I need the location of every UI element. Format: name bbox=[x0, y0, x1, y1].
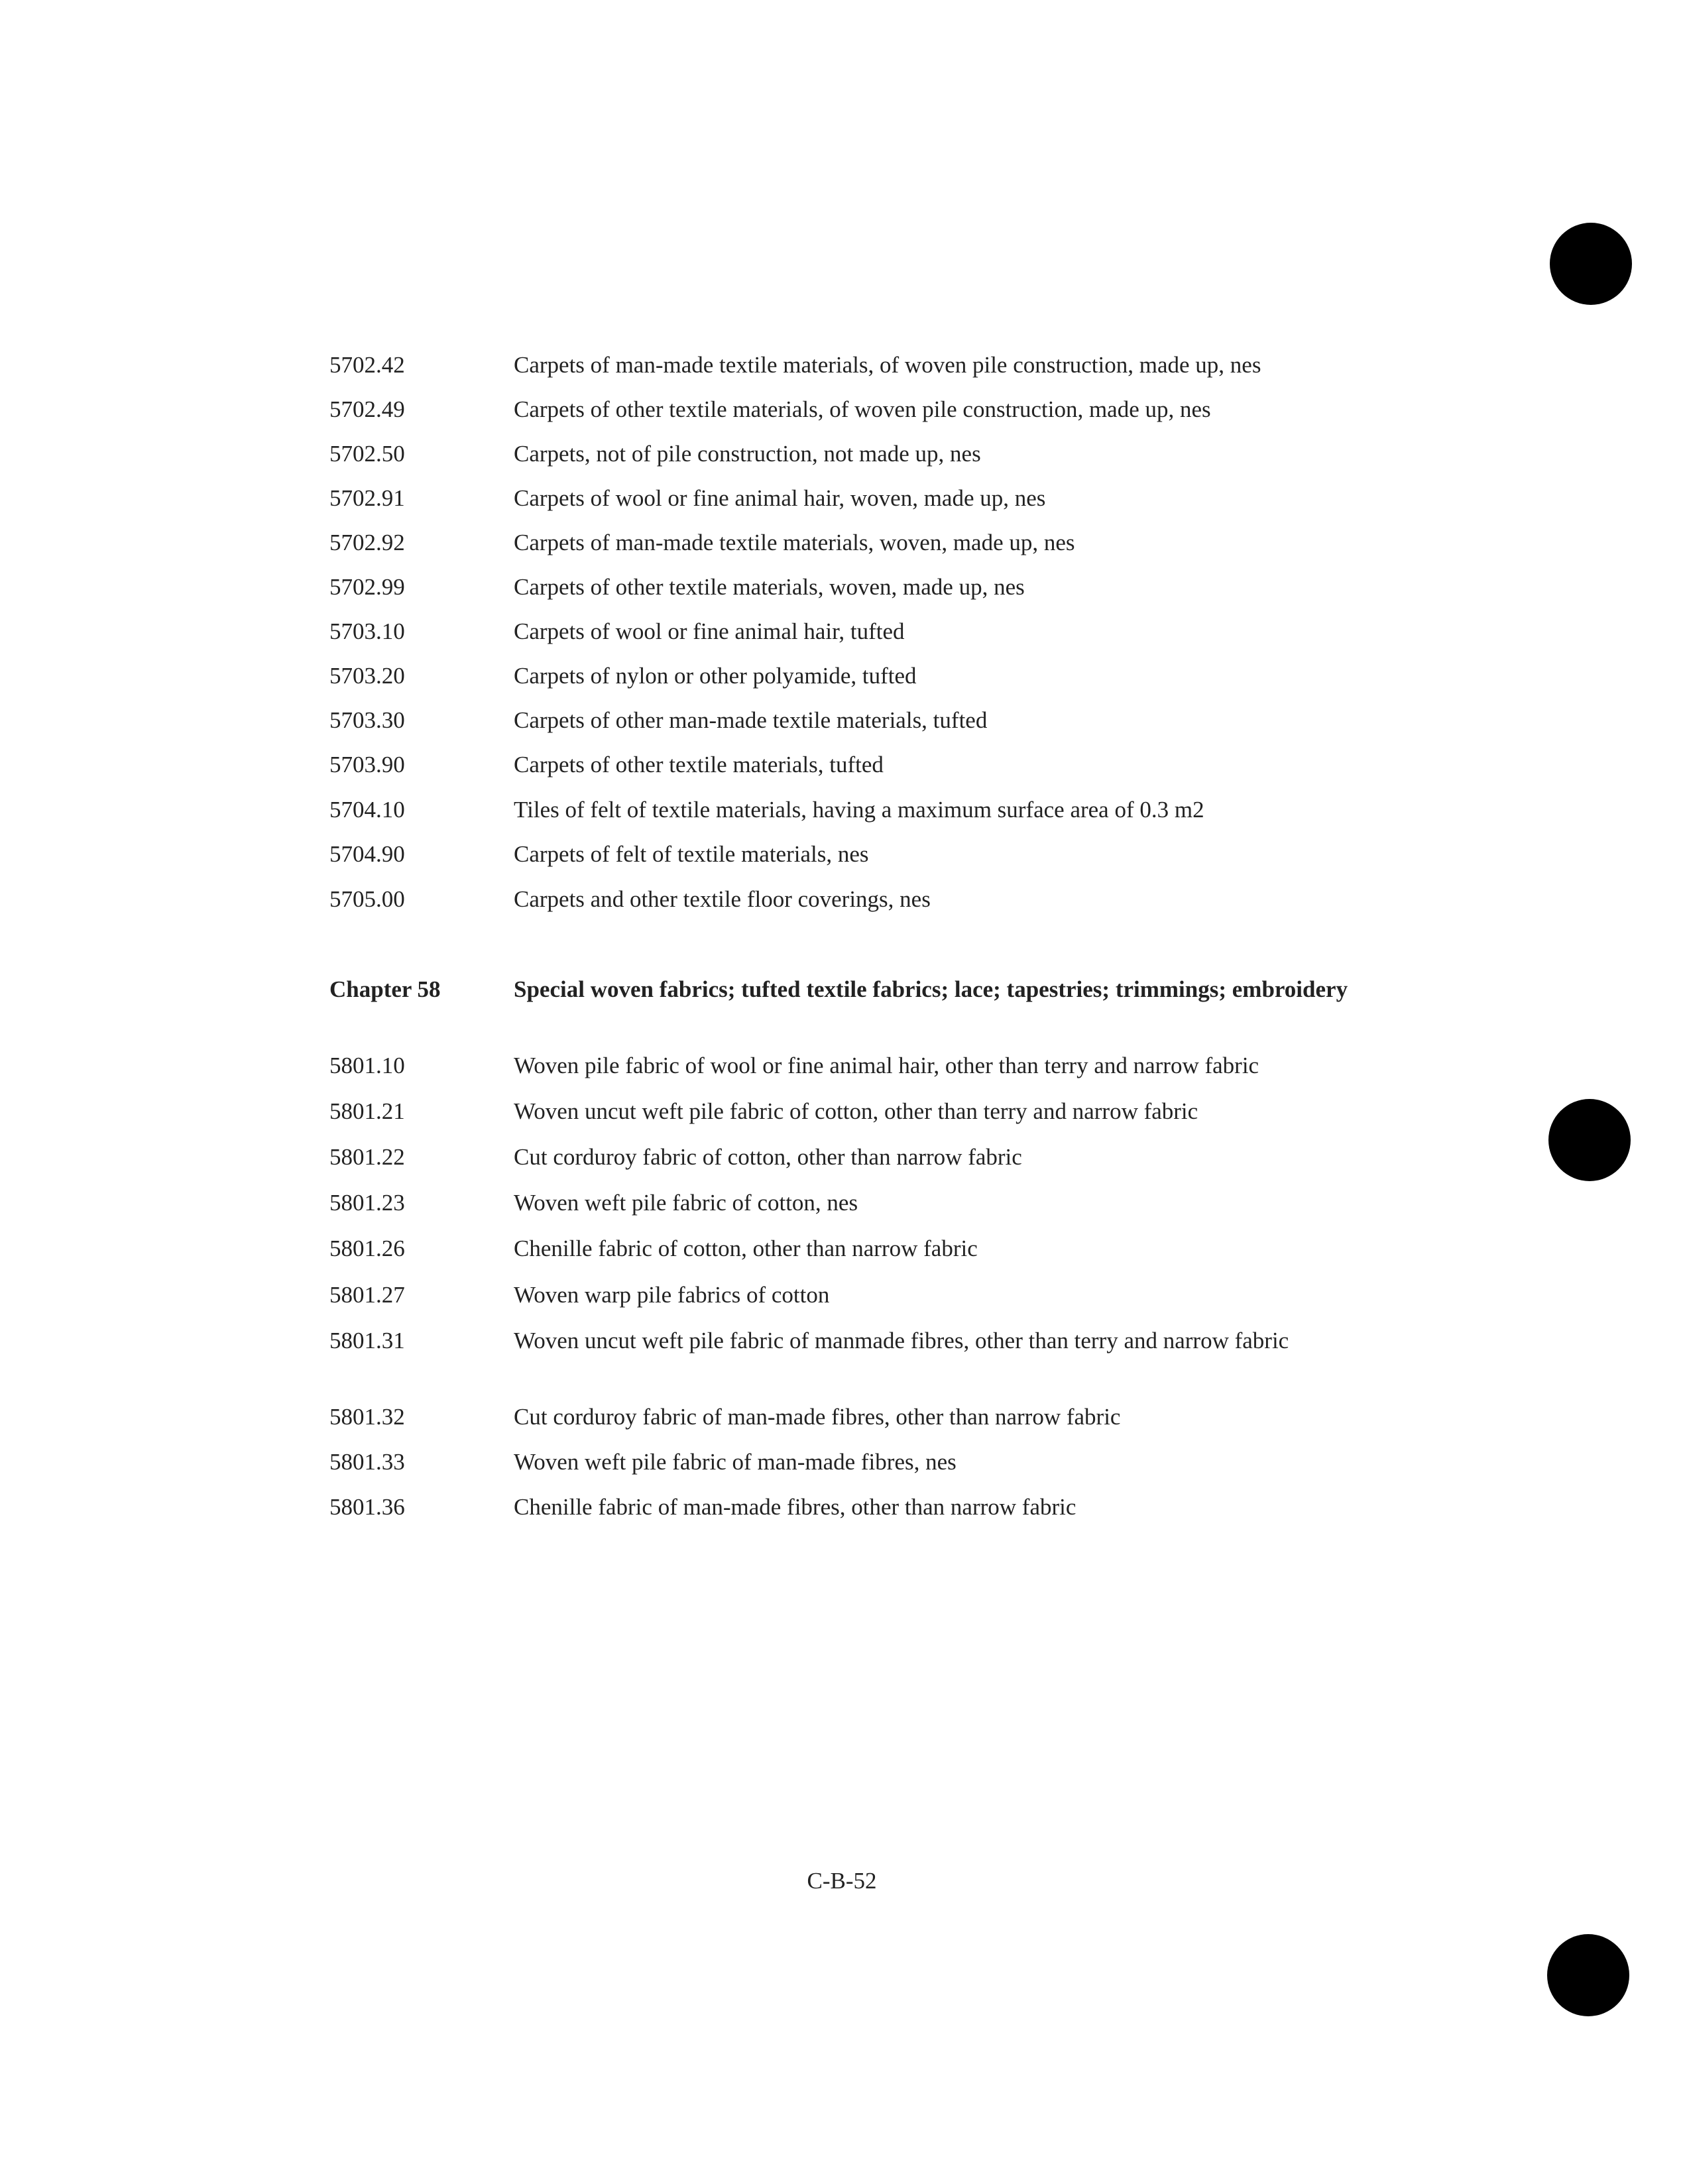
page-number: C-B-52 bbox=[807, 1868, 877, 1894]
hs-code: 5702.92 bbox=[329, 530, 405, 555]
hs-code: 5801.27 bbox=[329, 1282, 405, 1308]
hs-code: 5702.50 bbox=[329, 441, 405, 467]
hs-code: 5704.90 bbox=[329, 841, 405, 867]
hs-code: 5801.33 bbox=[329, 1449, 405, 1475]
hs-description: Carpets of other man-made textile materials, tufted bbox=[514, 707, 988, 733]
hs-code: 5703.30 bbox=[329, 707, 405, 733]
hs-description: Chenille fabric of cotton, other than narrow fabric bbox=[514, 1236, 978, 1261]
chapter-title: Special woven fabrics; tufted textile fabrics; lace; tapestries; trimmings; embroidery bbox=[514, 976, 1348, 1002]
hs-description: Carpets of wool or fine animal hair, tufted bbox=[514, 618, 905, 644]
hs-code: 5704.10 bbox=[329, 797, 405, 823]
hs-description: Woven uncut weft pile fabric of manmade fibres, other than terry and narrow fabric bbox=[514, 1328, 1289, 1353]
hs-code: 5801.32 bbox=[329, 1404, 405, 1430]
hs-code: 5801.31 bbox=[329, 1328, 405, 1353]
hs-code: 5801.21 bbox=[329, 1098, 405, 1124]
hs-code: 5703.10 bbox=[329, 618, 405, 644]
punch-hole-middle bbox=[1548, 1099, 1631, 1181]
hs-code: 5801.10 bbox=[329, 1053, 405, 1078]
hs-code: 5705.00 bbox=[329, 886, 405, 912]
hs-description: Tiles of felt of textile materials, having a maximum surface area of 0.3 m2 bbox=[514, 797, 1204, 823]
hs-code: 5702.49 bbox=[329, 396, 405, 422]
hs-code: 5801.22 bbox=[329, 1144, 405, 1170]
hs-description: Woven uncut weft pile fabric of cotton, other than terry and narrow fabric bbox=[514, 1098, 1198, 1124]
hs-description: Chenille fabric of man-made fibres, other than narrow fabric bbox=[514, 1494, 1076, 1520]
hs-description: Carpets of felt of textile materials, nes bbox=[514, 841, 869, 867]
hs-description: Carpets of man-made textile materials, of woven pile construction, made up, nes bbox=[514, 352, 1261, 378]
hs-description: Carpets of other textile materials, woven, made up, nes bbox=[514, 574, 1025, 600]
hs-code: 5801.23 bbox=[329, 1190, 405, 1216]
hs-description: Carpets and other textile floor coverings, nes bbox=[514, 886, 931, 912]
hs-description: Cut corduroy fabric of cotton, other than narrow fabric bbox=[514, 1144, 1022, 1170]
hs-description: Woven warp pile fabrics of cotton bbox=[514, 1282, 830, 1308]
hs-description: Carpets of man-made textile materials, woven, made up, nes bbox=[514, 530, 1075, 555]
hs-description: Carpets, not of pile construction, not made up, nes bbox=[514, 441, 981, 467]
hs-code: 5801.26 bbox=[329, 1236, 405, 1261]
hs-description: Cut corduroy fabric of man-made fibres, other than narrow fabric bbox=[514, 1404, 1121, 1430]
chapter-label: Chapter 58 bbox=[329, 976, 441, 1002]
hs-description: Woven weft pile fabric of cotton, nes bbox=[514, 1190, 858, 1216]
hs-description: Carpets of other textile materials, tufted bbox=[514, 752, 884, 777]
punch-hole-top bbox=[1550, 223, 1632, 305]
hs-description: Carpets of wool or fine animal hair, woven, made up, nes bbox=[514, 485, 1046, 511]
hs-code: 5703.90 bbox=[329, 752, 405, 777]
hs-code: 5702.42 bbox=[329, 352, 405, 378]
hs-code: 5703.20 bbox=[329, 663, 405, 689]
hs-code: 5801.36 bbox=[329, 1494, 405, 1520]
hs-description: Woven weft pile fabric of man-made fibres, nes bbox=[514, 1449, 957, 1475]
hs-description: Carpets of other textile materials, of woven pile construction, made up, nes bbox=[514, 396, 1211, 422]
hs-description: Carpets of nylon or other polyamide, tufted bbox=[514, 663, 917, 689]
hs-code: 5702.99 bbox=[329, 574, 405, 600]
hs-code: 5702.91 bbox=[329, 485, 405, 511]
punch-hole-bottom bbox=[1547, 1934, 1629, 2016]
hs-description: Woven pile fabric of wool or fine animal hair, other than terry and narrow fabric bbox=[514, 1053, 1259, 1078]
